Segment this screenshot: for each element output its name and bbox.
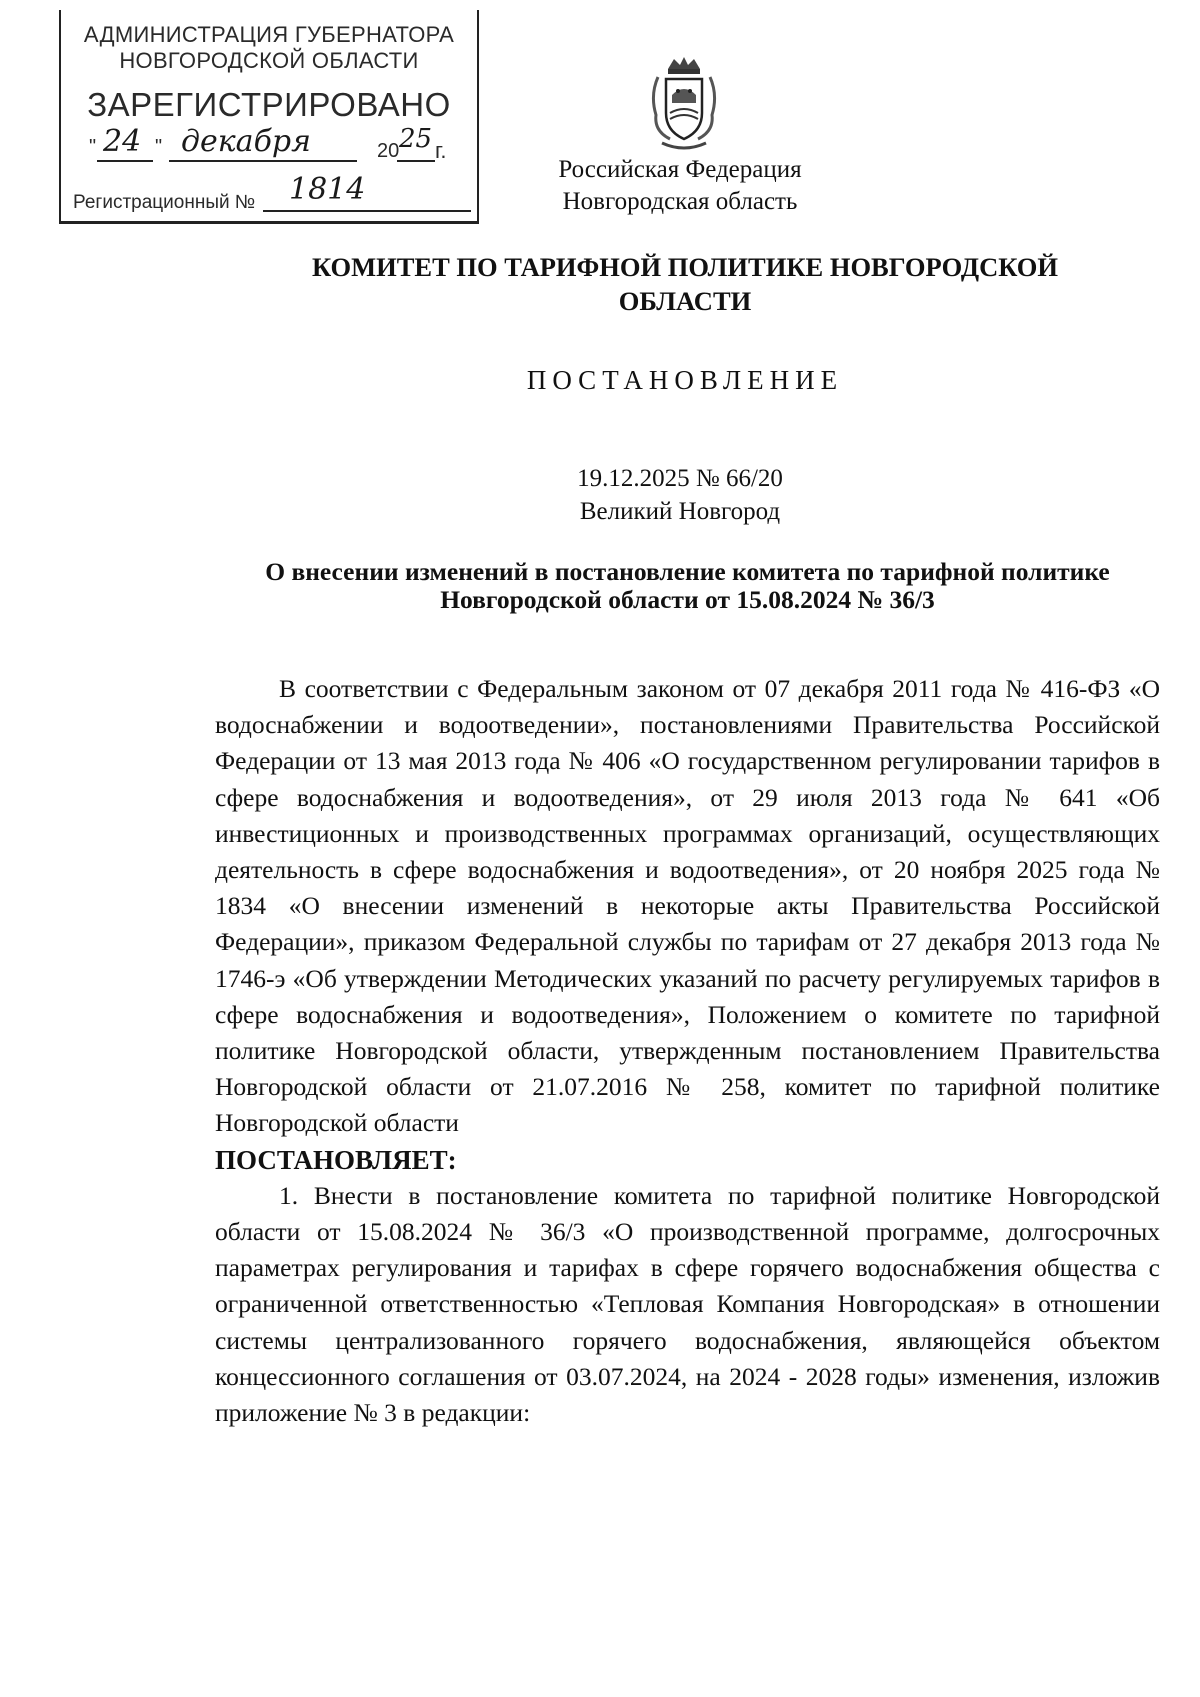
document-type: ПОСТАНОВЛЕНИЕ	[526, 365, 844, 395]
stamp-org-line1: АДМИНИСТРАЦИЯ ГУБЕРНАТОРА	[83, 22, 455, 47]
region-name: Новгородская область	[562, 188, 798, 215]
document-date-number: 19.12.2025 № 66/20	[577, 465, 783, 492]
document-body	[215, 671, 1160, 1431]
stamp-year-letter: г.	[435, 138, 447, 163]
resolves-heading: ПОСТАНОВЛЯЕТ:	[215, 1144, 457, 1175]
document-city: Великий Новгород	[579, 498, 781, 525]
stamp-month: декабря	[181, 124, 311, 159]
stamp-reg-label: Регистрационный №	[73, 192, 256, 213]
stamp-reg-number: 1814	[289, 172, 366, 207]
stamp-registered: ЗАРЕГИСТРИРОВАНО	[87, 86, 451, 123]
stamp-day: 24	[103, 124, 142, 159]
country-name: Российская Федерация	[558, 156, 802, 183]
coat-of-arms-icon	[644, 55, 724, 153]
preamble-paragraph: В соответствии с Федеральным законом от 07 декабря 2011 года № 416-ФЗ «О водоснабжении и водоотведении», постановлениями Правительства Российской Федерации от 13 мая 2013 года № 406 «О государственном регулировании тарифов в сфере водоснабжения и водоотведения», от 29 июля 2013 года № 641 «Об инвестиционных и производственных программах организаций, осуществляющих деятельность в сфере водоснабжения и водоотведения», от 20 ноября 2025 года № 1834 «О внесении изменений в некоторые акты Правительства Российской Федерации», приказом Федеральной службы по тарифам от 27 декабря 2013 года № 1746-э «Об утверждении Методических указаний по расчету регулируемых тарифов в сфере водоснабжения и водоотведения», Положением о комитете по тарифной политике Новгородской области, утвержденным постановлением Правительства Новгородской области от 21.07.2016 № 258, комитет по тарифной политике Новгородской области	[215, 674, 1160, 1138]
stamp-year-suffix: 25	[399, 124, 433, 154]
registration-stamp	[59, 10, 479, 224]
item-1-paragraph: 1. Внести в постановление комитета по тарифной политике Новгородской области от 15.08.2024 № 36/3 «О производственной программе, долгосрочных параметрах регулирования и тарифах в сфере горячего водоснабжения общества с ограниченной ответственностью «Тепловая Компания Новгородская» в отношении системы централизованного горячего водоснабжения, являющейся объектом концессионного соглашения от 03.07.2024, на 2024 - 2028 годы» изменения, изложив приложение № 3 в редакции:	[215, 1180, 1160, 1428]
document-subject: О внесении изменений в постановление комитета по тарифной политике Новгородской области от 15.08.2024 № 36/3	[265, 557, 1110, 614]
committee-title: КОМИТЕТ ПО ТАРИФНОЙ ПОЛИТИКЕ НОВГОРОДСКОЙ ОБЛАСТИ	[311, 252, 1059, 316]
stamp-year-prefix: 20	[377, 140, 400, 162]
stamp-org-line2: НОВГОРОДСКОЙ ОБЛАСТИ	[119, 48, 419, 73]
stamp-date-line: " 24 " декабря 20 25 г.	[89, 124, 447, 163]
